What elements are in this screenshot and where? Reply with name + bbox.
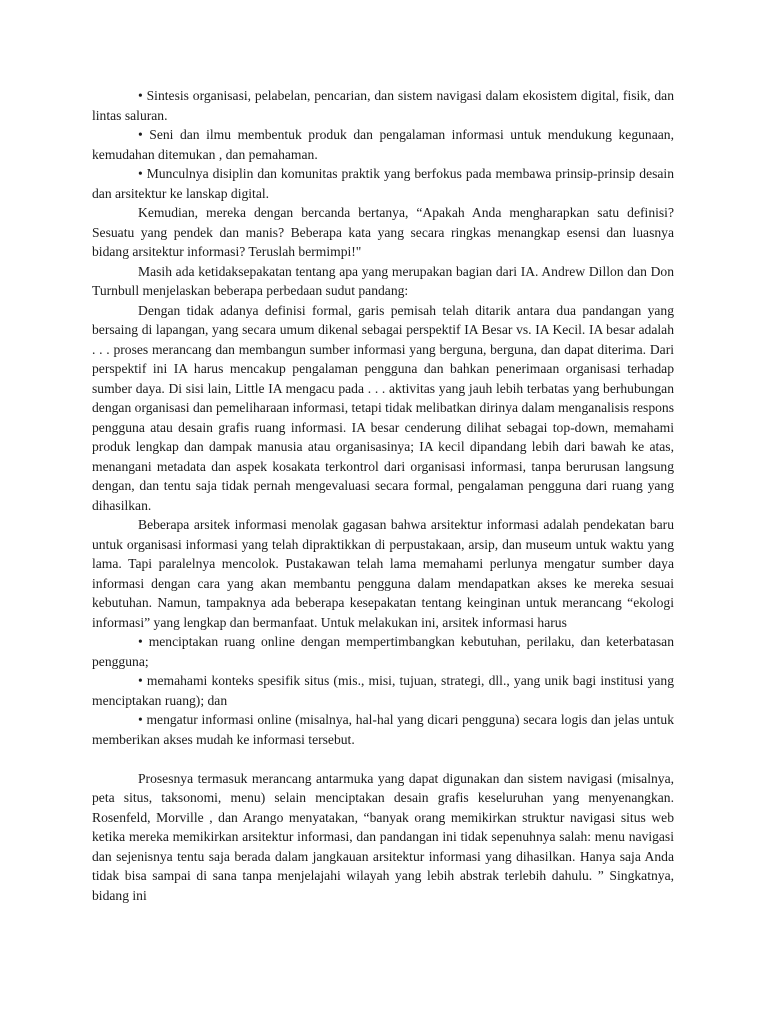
bullet-paragraph-organize: • mengatur informasi online (misalnya, hal-hal yang dicari pengguna) secara logis dan jelas untuk memberikan akses mudah ke informasi tersebut. bbox=[92, 712, 674, 747]
document-page bbox=[92, 86, 674, 905]
paragraph-spacer bbox=[92, 749, 674, 769]
bullet-paragraph-synthesis: • Sintesis organisasi, pelabelan, pencarian, dan sistem navigasi dalam ekosistem digital, fisik, dan lintas saluran. bbox=[92, 88, 674, 123]
paragraph-librarians: Beberapa arsitek informasi menolak gagasan bahwa arsitektur informasi adalah pendekatan baru untuk organisasi informasi yang telah dipraktikkan di perpustakaan, arsip, dan museum untuk waktu yang lama. Tapi paralelnya mencolok. Pustakawan telah lama memahami perlunya mengatur sumber daya informasi dengan cara yang akan membantu pengguna dalam mendapatkan akses ke mereka sesuai kebutuhan. Namun, tampaknya ada beberapa kesepakatan tentang keinginan untuk merancang “ekologi informasi” yang lengkap dan bermanfaat. Untuk melakukan ini, arsitek informasi harus bbox=[92, 517, 674, 630]
paragraph-big-little-ia: Dengan tidak adanya definisi formal, garis pemisah telah ditarik antara dua pandangan yang bersaing di lapangan, yang secara umum dikenal sebagai perspektif IA Besar vs. IA Kecil. IA besar adalah . . . proses merancang dan membangun sumber informasi yang berguna, berguna, dan dapat diterima. Dari perspektif ini IA harus mencakup pengalaman pengguna dan bahkan penerimaan organisasi terhadap sumber daya. Di sisi lain, Little IA mengacu pada . . . aktivitas yang jauh lebih terbatas yang berhubungan dengan organisasi dan pemeliharaan informasi, tetapi tidak melibatkan dirinya dalam menganalisis respons pengguna atau desain grafis ruang informasi. IA besar cenderung dilihat sebagai top-down, memahami produk lengkap dan dampak manusia atau organisasinya; IA kecil dipandang lebih dari bawah ke atas, menangani metadata dan aspek kosakata terkontrol dari organisasi informasi, tanpa berurusan langsung dengan, dan tentu saja tidak pernah mengevaluasi secara formal, pengalaman pengguna dari ruang yang dihasilkan. bbox=[92, 302, 674, 513]
paragraph-joke-question: Kemudian, mereka dengan bercanda bertanya, “Apakah Anda mengharapkan satu definisi? Sesuatu yang pendek dan manis? Beberapa kata yang secara ringkas menangkap esensi dan luasnya bidang arsitektur informasi? Teruslah bermimpi!" bbox=[92, 205, 674, 259]
paragraph-process: Prosesnya termasuk merancang antarmuka yang dapat digunakan dan sistem navigasi (misalnya, peta situs, taksonomi, menu) selain menciptakan desain grafis keseluruhan yang menyenangkan. Rosenfeld, Morville , dan Arango menyatakan, “banyak orang memikirkan struktur navigasi situs web ketika mereka memikirkan arsitektur informasi, dan pandangan ini tidak sepenuhnya salah: menu navigasi dan sejenisnya tentu saja berada dalam jangkauan arsitektur informasi yang dihasilkan. Hanya saja Anda tidak bisa sampai di sana tanpa menjelajahi wilayah yang lebih abstrak terlebih dahulu. ” Singkatnya, bidang ini bbox=[92, 770, 674, 903]
bullet-paragraph-discipline: • Munculnya disiplin dan komunitas praktik yang berfokus pada membawa prinsip-prinsip desain dan arsitektur ke lanskap digital. bbox=[92, 166, 674, 201]
paragraph-disagreement: Masih ada ketidaksepakatan tentang apa yang merupakan bagian dari IA. Andrew Dillon dan Don Turnbull menjelaskan beberapa perbedaan sudut pandang: bbox=[92, 263, 674, 298]
bullet-paragraph-context: • memahami konteks spesifik situs (mis., misi, tujuan, strategi, dll., yang unik bagi institusi yang menciptakan ruang); dan bbox=[92, 673, 674, 708]
bullet-paragraph-art-science: • Seni dan ilmu membentuk produk dan pengalaman informasi untuk mendukung kegunaan, kemudahan ditemukan , dan pemahaman. bbox=[92, 127, 674, 162]
bullet-paragraph-create-space: • menciptakan ruang online dengan mempertimbangkan kebutuhan, perilaku, dan keterbatasan pengguna; bbox=[92, 634, 674, 669]
